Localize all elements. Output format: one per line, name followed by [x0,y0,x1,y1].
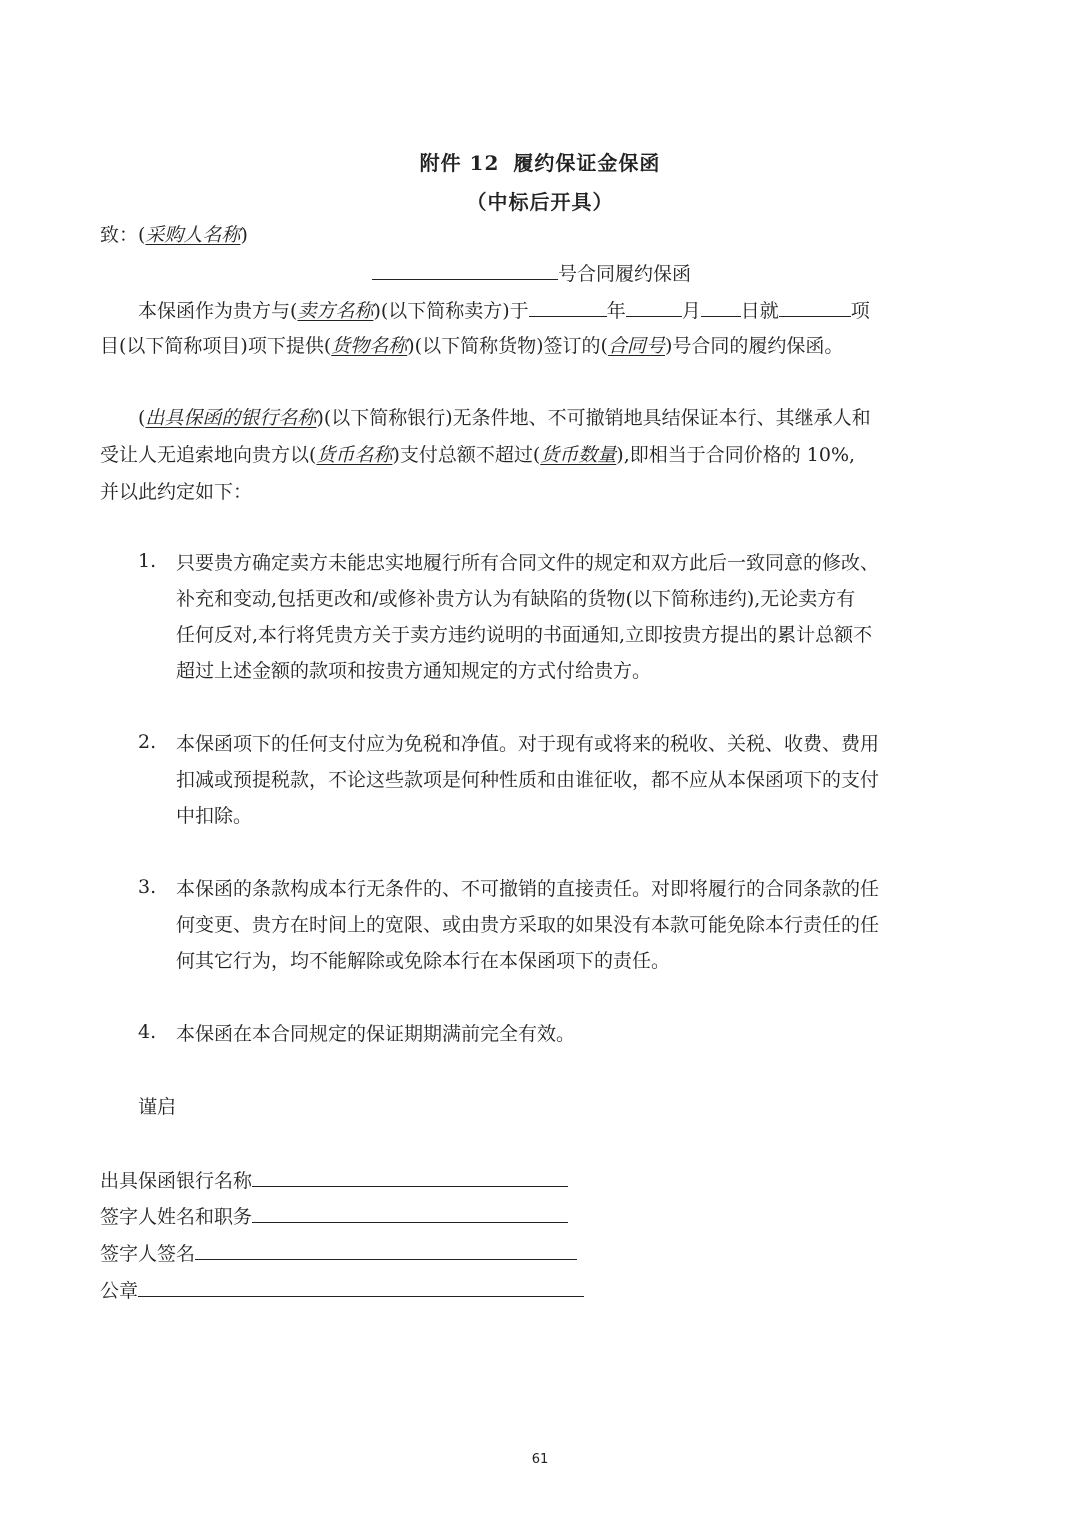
addressee-placeholder: 采购人名称 [145,224,241,246]
signer-name-label: 签字人姓名和职务 [100,1206,253,1228]
addressee-line [100,222,248,248]
signer-sign-blank [195,1239,577,1260]
bank-name-placeholder: 出具保函的银行名称 [145,407,317,429]
contract-number-placeholder: 合同号 [607,335,665,357]
para2-line2 [100,442,855,468]
contract-number-blank [372,259,558,280]
project-blank [779,296,851,317]
goods-name-placeholder: 货物名称 [331,335,408,357]
item-number: 3. [138,876,157,898]
currency-name-placeholder: 货币名称 [316,444,393,466]
year-blank [529,296,607,317]
item-number: 1. [138,550,157,572]
seal-label: 公章 [100,1280,139,1302]
page-number: 61 [531,1452,549,1467]
signer-name-field [100,1202,568,1230]
item-3-line: 本保函的条款构成本行无条件的、不可撤销的直接责任。对即将履行的合同条款的任 [176,878,880,900]
signer-name-blank [252,1202,568,1223]
title-attachment-label: 附件 12 [419,151,500,175]
seal-field [100,1276,584,1304]
year-label: 年 [606,300,626,322]
item-4-line: 本保函在本合同规定的保证期期满前完全有效。 [176,1023,576,1045]
item-number: 4. [138,1021,157,1043]
item-3-line: 何变更、贵方在时间上的宽限、或由贵方采取的如果没有本款可能免除本行责任的任 [176,914,880,936]
para1-text: 项 [850,300,870,322]
contract-number-line [372,259,691,287]
para1-text: 目(以下简称项目)项下提供( [100,335,332,357]
para1-text: )号合同的履约保函。 [664,335,844,357]
item-2-line: 本保函项下的任何支付应为免税和净值。对于现有或将来的税收、关税、收费、费用 [176,733,880,755]
currency-amount-placeholder: 货币数量 [540,444,617,466]
month-label: 月 [681,300,701,322]
bank-name-blank [252,1166,568,1187]
title-main: 履约保证金保函 [513,151,661,175]
para2-line3: 并以此约定如下： [100,481,253,503]
item-1-line: 任何反对,本行将凭贵方关于卖方违约说明的书面通知,立即按贵方提出的累计总额不 [176,624,873,646]
addressee-prefix: 致：( [100,224,146,246]
item-1-line: 只要贵方确定卖方未能忠实地履行所有合同文件的规定和双方此后一致同意的修改、 [176,552,880,574]
addressee-suffix: ) [240,224,248,246]
para2-text: )(以下简称银行)无条件地、不可撤销地具结保证本行、其继承人和 [316,407,871,429]
para1-line2 [100,333,843,359]
item-1-line: 超过上述金额的款项和按贵方通知规定的方式付给贵方。 [176,660,652,682]
para1-text: )(以下简称卖方)于 [373,300,529,322]
para2-text: ( [138,407,146,429]
item-2-line: 扣减或预提税款，不论这些款项是何种性质和由谁征收，都不应从本保函项下的支付 [176,769,880,791]
para2-line1 [138,405,871,431]
bank-name-label: 出具保函银行名称 [100,1170,253,1192]
document-title [0,147,1080,176]
seal-blank [138,1276,584,1297]
bank-name-field [100,1166,568,1194]
day-blank [701,296,741,317]
para1-line1 [138,296,870,324]
para2-text: )支付总额不超过( [392,444,541,466]
item-number: 2. [138,731,157,753]
para1-text: )(以下简称货物)签订的( [407,335,608,357]
para2-text: 受让人无追索地向贵方以( [100,444,317,466]
signer-sign-label: 签字人签名 [100,1243,196,1265]
closing-text: 谨启 [138,1096,177,1118]
seller-name-placeholder: 卖方名称 [297,300,374,322]
item-3-line: 何其它行为，均不能解除或免除本行在本保函项下的责任。 [176,950,671,972]
document-subtitle: （中标后开具） [466,190,614,214]
month-blank [626,296,682,317]
item-1-line: 补充和变动,包括更改和/或修补贵方认为有缺陷的货物(以下简称违约),无论卖方有 [176,588,856,610]
para2-text: ),即相当于合同价格的 10%, [616,444,856,466]
day-label: 日就 [740,300,779,322]
signer-sign-field [100,1239,577,1267]
item-2-line: 中扣除。 [176,805,253,827]
para1-text: 本保函作为贵方与( [138,300,298,322]
contract-number-suffix: 号合同履约保函 [558,263,692,285]
